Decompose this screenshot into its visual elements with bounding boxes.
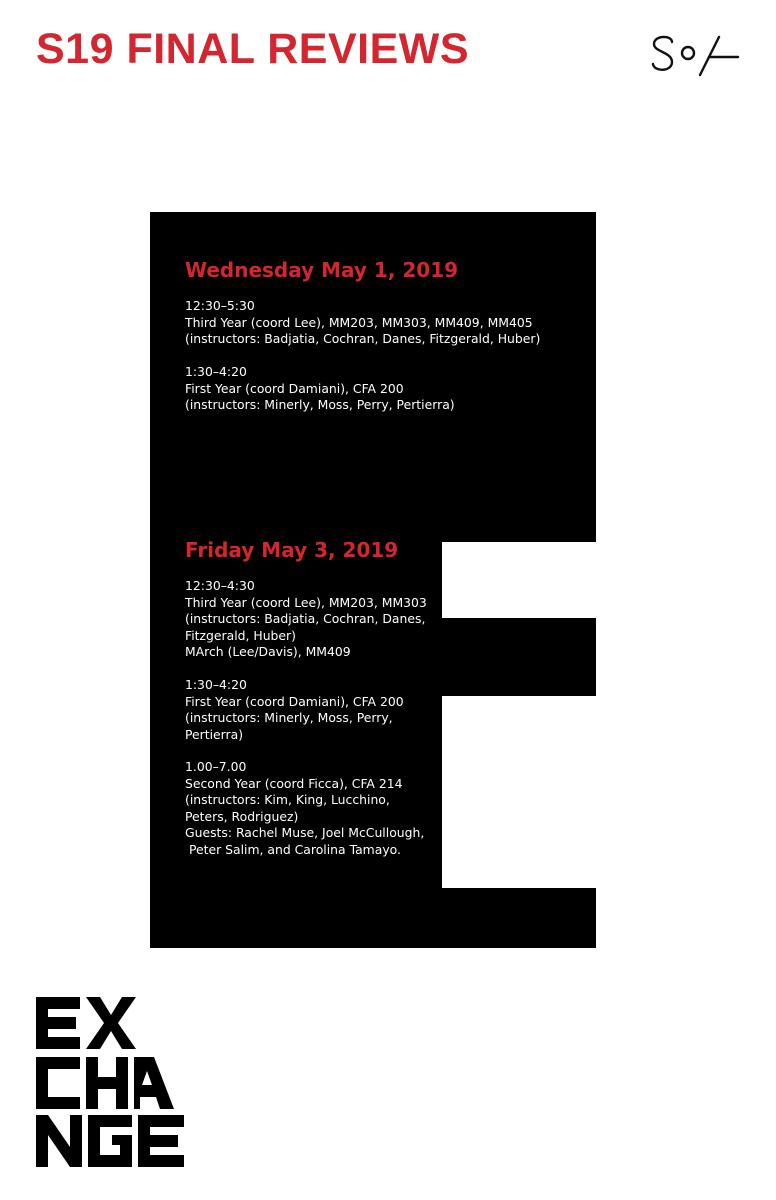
session-fri-1	[185, 578, 585, 661]
session-line: (instructors: Badjatia, Cochran, Danes,	[185, 611, 426, 626]
session-line: MArch (Lee/Davis), MM409	[185, 644, 351, 659]
session-line: Peter Salim, and Carolina Tamayo.	[185, 841, 401, 857]
session-time: 1:30–4:20	[185, 677, 247, 692]
session-line: (instructors: Badjatia, Cochran, Danes, Fitzgerald, Huber)	[185, 331, 541, 346]
session-fri-2	[185, 677, 585, 743]
session-fri-3	[185, 759, 585, 858]
session-line: Guests: Rachel Muse, Joel McCullough,	[185, 825, 425, 840]
day-heading-wednesday: Wednesday May 1, 2019	[185, 258, 459, 282]
session-line: Pertierra)	[185, 726, 244, 742]
session-line: First Year (coord Damiani), CFA 200	[185, 380, 404, 396]
session-line: Second Year (coord Ficca), CFA 214	[185, 775, 403, 791]
exchange-logo-icon	[36, 997, 184, 1167]
session-line: Fitzgerald, Huber)	[185, 627, 296, 643]
session-line: Third Year (coord Lee), MM203, MM303, MM409, MM405	[185, 314, 533, 330]
session-wed-1	[185, 298, 585, 348]
session-line: (instructors: Kim, King, Lucchino,	[185, 792, 390, 807]
session-line: Peters, Rodriguez)	[185, 808, 299, 824]
session-line: Third Year (coord Lee), MM203, MM303	[185, 594, 427, 610]
page-title: S19 FINAL REVIEWS	[36, 25, 470, 73]
session-time: 1:30–4:20	[185, 364, 247, 379]
session-wed-2	[185, 364, 585, 414]
session-line: First Year (coord Damiani), CFA 200	[185, 693, 404, 709]
session-line: (instructors: Minerly, Moss, Perry,	[185, 710, 393, 725]
session-time: 1.00–7.00	[185, 759, 247, 774]
session-time: 12:30–4:30	[185, 578, 255, 593]
day-heading-friday: Friday May 3, 2019	[185, 538, 399, 562]
soa-logo-icon	[648, 28, 743, 84]
session-line: (instructors: Minerly, Moss, Perry, Pertierra)	[185, 397, 455, 412]
session-time: 12:30–5:30	[185, 298, 255, 313]
